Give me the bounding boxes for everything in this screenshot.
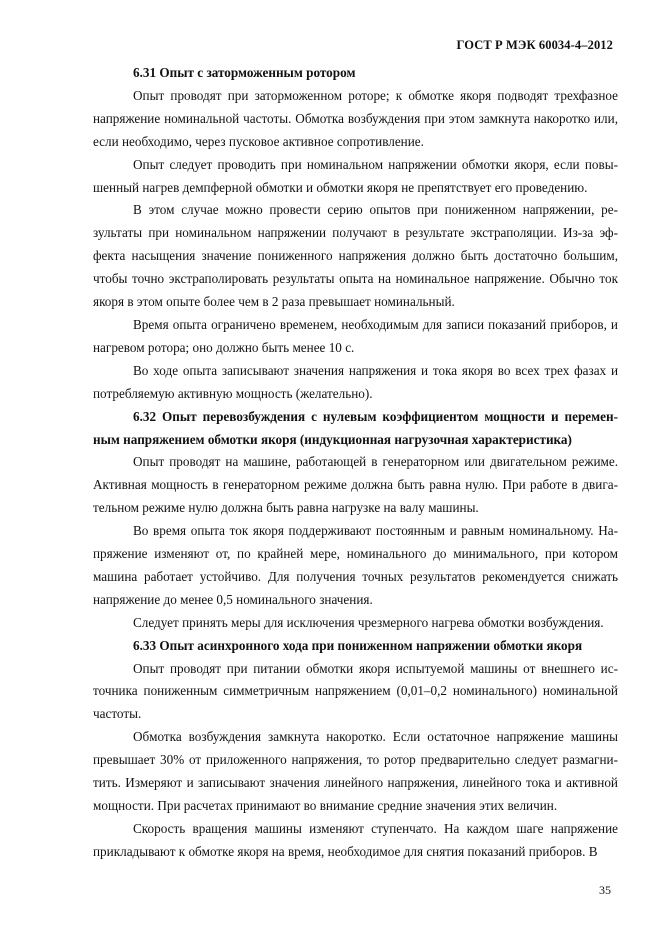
paragraph: Опыт проводят при заторможенном роторе; к обмотке якоря подводят трехфазное напряжение номинальной частоты. Обмотка возбуждения при этом замкнута накоротко или, если необходимо, через пусковое активное сопротивление. [93,87,618,149]
paragraph: Скорость вращения машины изменяют ступенчато. На каждом шаге напряжение прикладывают к обмотке якоря на время, необходимое для снятия показаний приборов. В [93,820,618,859]
paragraph: Обмотка возбуждения замкнута накоротко. Если остаточное напряжение машины превышает 30% от приложенного напряжения, то ротор предварительно следует размагнитить. Измеряют и записывают значения линейного напряжения, линейного тока и активной мощности. При расчетах принимают во внимание средние значения этих величин. [93,729,618,813]
paragraph: Время опыта ограничено временем, необходимым для записи показаний приборов, и нагревом ротора; оно должно быть менее 10 с. [93,316,618,355]
section-heading-6-33: 6.33 Опыт асинхронного хода при пониженном напряжении обмотки якоря [133,637,583,653]
paragraph: Во время опыта ток якоря поддерживают постоянным и равным номинальному. Напряжение изменяют от, по крайней мере, номинального до минимального, при котором машина работает устойчиво. Для получения точных результатов рекомендуется снижать напряжение до менее 0,5 номинального значения. [93,523,618,607]
section-heading-6-31: 6.31 Опыт с заторможенным ротором [133,65,356,80]
paragraph: Следует принять меры для исключения чрезмерного нагрева обмотки возбуждения. [133,614,604,630]
page-number: 35 [599,883,611,897]
document-header: ГОСТ Р МЭК 60034-4–2012 [456,38,613,52]
paragraph: Опыт проводят на машине, работающей в генераторном или двигательном режиме. Активная мощность в генераторном режиме должна быть равна нулю. При работе в двигательном режиме нулю должна быть равна нагрузке на валу машины. [93,454,618,516]
page-body [93,62,618,864]
paragraph: Во ходе опыта записывают значения напряжения и тока якоря во всех трех фазах и потребляемую активную мощность (желательно). [93,362,618,401]
section-heading-6-32: 6.32 Опыт перевозбуждения с нулевым коэффициентом мощности и переменным напряжением обмотки якоря (индукционная нагрузочная характеристика) [93,408,618,447]
paragraph: В этом случае можно провести серию опытов при пониженном напряжении, результаты при номинальном напряжении получают в результате экстраполяции. Из-за эффекта насыщения значение пониженного напряжения должно быть достаточно большим, чтобы точно экстраполировать результаты опыта на номинальное напряжение. Обычно ток якоря в этом опыте более чем в 2 раза превышает номинальный. [93,202,618,310]
paragraph: Опыт проводят при питании обмотки якоря испытуемой машины от внешнего источника пониженным симметричным напряжением (0,01–0,2 номинального) номинальной частоты. [93,660,618,722]
paragraph: Опыт следует проводить при номинальном напряжении обмотки якоря, если повышенный нагрев демпферной обмотки и обмотки якоря не препятствует его проведению. [93,156,618,195]
